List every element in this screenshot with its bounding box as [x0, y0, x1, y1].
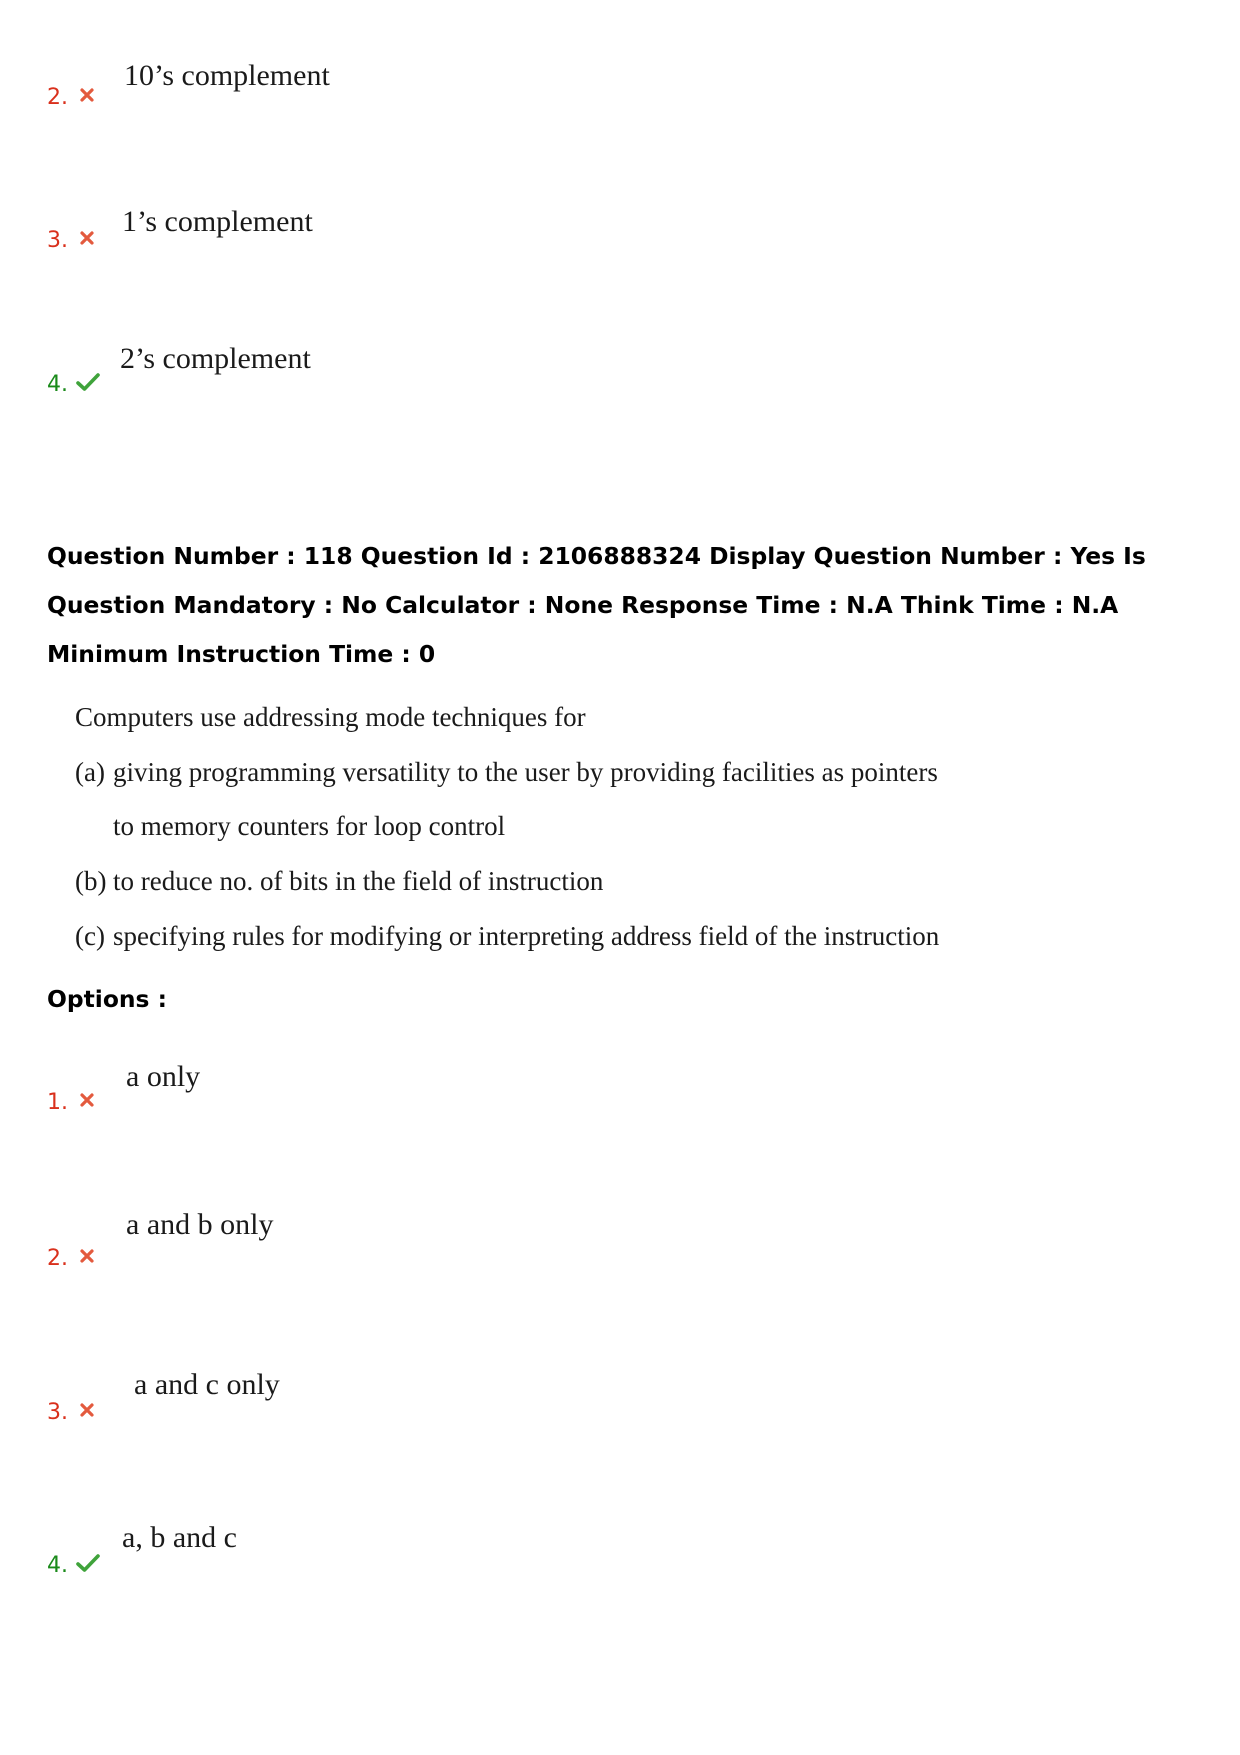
cross-icon [79, 1248, 95, 1264]
item-label: (c) [75, 921, 105, 951]
prev-option-4 [0, 342, 1240, 462]
prev-option-3 [0, 198, 1240, 318]
check-icon [76, 1553, 100, 1573]
item-text: giving programming versatility to the user by providing facilities as pointers [113, 757, 938, 787]
stem-item-a [75, 757, 938, 788]
item-text: to memory counters for loop control [113, 811, 506, 841]
option-number: 2. [47, 85, 68, 110]
prev-option-2 [0, 55, 1240, 175]
option-2 [0, 1208, 1240, 1336]
option-text: 1’s complement [122, 205, 313, 238]
item-label: (a) [75, 757, 105, 787]
option-4 [0, 1523, 1240, 1643]
options-heading: Options : [47, 985, 167, 1013]
cross-icon [79, 87, 95, 103]
option-number: 4. [47, 1553, 68, 1578]
option-number: 2. [47, 1246, 68, 1271]
option-number: 3. [47, 1400, 68, 1425]
option-1 [0, 1060, 1240, 1180]
option-text: 10’s complement [124, 59, 330, 92]
stem-item-c [75, 921, 939, 952]
cross-icon [79, 1402, 95, 1418]
option-number: 4. [47, 372, 68, 397]
option-text: a only [126, 1060, 201, 1093]
option-3 [0, 1370, 1240, 1490]
cross-icon [79, 1092, 95, 1108]
option-text: a, b and c [122, 1521, 237, 1554]
cross-icon [79, 230, 95, 246]
option-number: 3. [47, 228, 68, 253]
option-number: 1. [47, 1090, 68, 1115]
option-text: 2’s complement [120, 342, 311, 375]
item-text: specifying rules for modifying or interpreting address field of the instruction [113, 921, 940, 951]
option-text: a and b only [126, 1208, 274, 1241]
question-meta: Question Number : 118 Question Id : 2106888324 Display Question Number : Yes Is Question Mandatory : No Calculator : None Response Time : N.A Think Time : N.A Minimum Instruction Time : 0 [47, 542, 1146, 668]
check-icon [76, 372, 100, 392]
item-label: (b) [75, 866, 107, 896]
stem-item-a-continued [75, 811, 505, 842]
option-text: a and c only [134, 1368, 280, 1401]
item-text: to reduce no. of bits in the field of instruction [113, 866, 604, 896]
stem-intro: Computers use addressing mode techniques for [75, 702, 586, 732]
stem-item-b [75, 866, 603, 897]
